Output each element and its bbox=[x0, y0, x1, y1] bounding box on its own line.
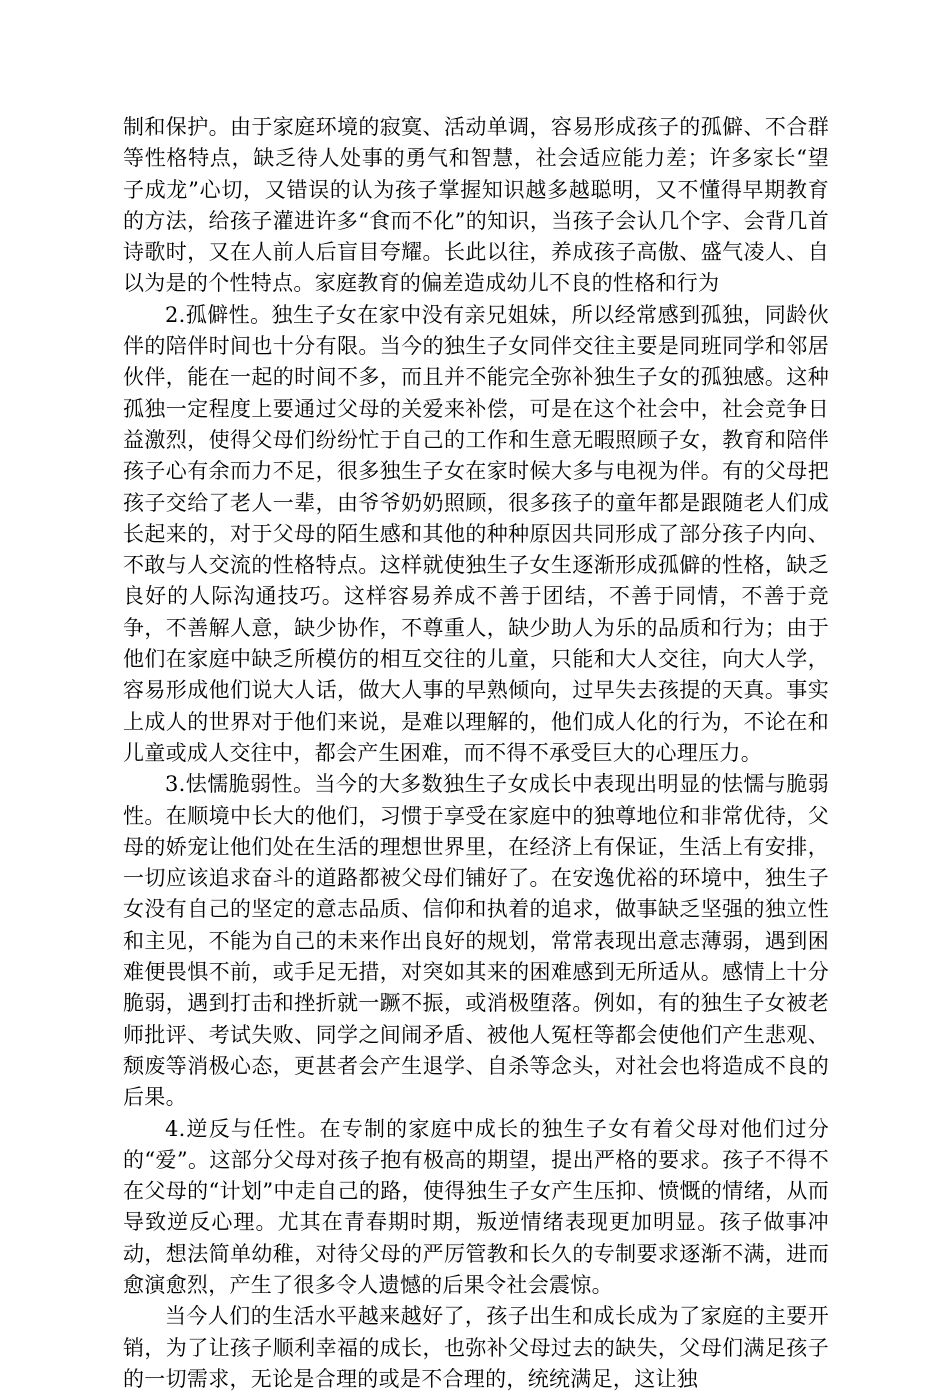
paragraph-continuation: 制和保护。由于家庭环境的寂寞、活动单调，容易形成孩子的孤僻、不合群等性格特点，缺乏待人处事的勇气和智慧，社会适应能力差；许多家长“望子成龙”心切，又错误的认为孩子掌握知识越多越聪明，又不懂得早期教育的方法，给孩子灌进许多“食而不化”的知识，当孩子会认几个字、会背几首诗歌时，又在人前人后盲目夸耀。长此以往，养成孩子高傲、盛气凌人、自以为是的个性特点。家庭教育的偏差造成幼儿不良的性格和行为 bbox=[123, 115, 829, 296]
paragraph-living-standard: 当今人们的生活水平越来越好了，孩子出生和成长成为了家庭的主要开销，为了让孩子顺利幸福的成长，也弥补父母过去的缺失，父母们满足孩子的一切需求，无论是合理的或是不合理的，统统满足，这让独 bbox=[123, 1304, 829, 1391]
paragraph-rebellion: 4.逆反与任性。在专制的家庭中成长的独生子女有着父母对他们过分的“爱”。这部分父母对孩子抱有极高的期望，提出严格的要求。孩子不得不在父母的“计划”中走自己的路，使得独生子女产生压抑、愤慨的情绪，从而导致逆反心理。尤其在青春期时期，叛逆情绪表现更加明显。孩子做事冲动，想法简单幼稚，对待父母的严厉管教和长久的专制要求逐渐不满，进而愈演愈烈，产生了很多令人遗憾的后果令社会震惊。 bbox=[123, 1116, 829, 1297]
document-page bbox=[123, 112, 829, 1395]
paragraph-isolation: 2.孤僻性。独生子女在家中没有亲兄姐妹，所以经常感到孤独，同龄伙伴的陪伴时间也十分有限。当今的独生子女同伴交往主要是同班同学和邻居伙伴，能在一起的时间不多，而且并不能完全弥补独生子女的孤独感。这种孤独一定程度上要通过父母的关爱来补偿，可是在这个社会中，社会竞争日益激烈，使得父母们纷纷忙于自己的工作和生意无暇照顾子女，教育和陪伴孩子心有余而力不足，很多独生子女在家时候大多与电视为伴。有的父母把孩子交给了老人一辈，由爷爷奶奶照顾，很多孩子的童年都是跟随老人们成长起来的，对于父母的陌生感和其他的种种原因共同形成了部分孩子内向、不敢与人交流的性格特点。这样就使独生子女生逐渐形成孤僻的性格，缺乏良好的人际沟通技巧。这样容易养成不善于团结，不善于同情，不善于竞争，不善解人意，缺少协作，不尊重人，缺少助人为乐的品质和行为；由于他们在家庭中缺乏所模仿的相互交往的儿童，只能和大人交往，向大人学，容易形成他们说大人话，做大人事的早熟倾向，过早失去孩提的天真。事实上成人的世界对于他们来说，是难以理解的，他们成人化的行为，不论在和儿童或成人交往中，都会产生困难，而不得不承受巨大的心理压力。 bbox=[123, 302, 829, 765]
paragraph-timidity: 3.怯懦脆弱性。当今的大多数独生子女成长中表现出明显的怯懦与脆弱性。在顺境中长大的他们，习惯于享受在家庭中的独尊地位和非常优待，父母的娇宠让他们处在生活的理想世界里，在经济上有保证，生活上有安排，一切应该追求奋斗的道路都被父母们铺好了。在安逸优裕的环境中，独生子女没有自己的坚定的意志品质、信仰和执着的追求，做事缺乏坚强的独立性和主见，不能为自己的未来作出良好的规划，常常表现出意志薄弱，遇到困难便畏惧不前，或手足无措，对突如其来的困难感到无所适从。感情上十分脆弱，遇到打击和挫折就一蹶不振，或消极堕落。例如，有的独生子女被老师批评、考试失败、同学之间闹矛盾、被他人冤枉等都会使他们产生悲观、颓废等消极心态，更甚者会产生退学、自杀等念头，对社会也将造成不良的后果。 bbox=[123, 772, 829, 1110]
